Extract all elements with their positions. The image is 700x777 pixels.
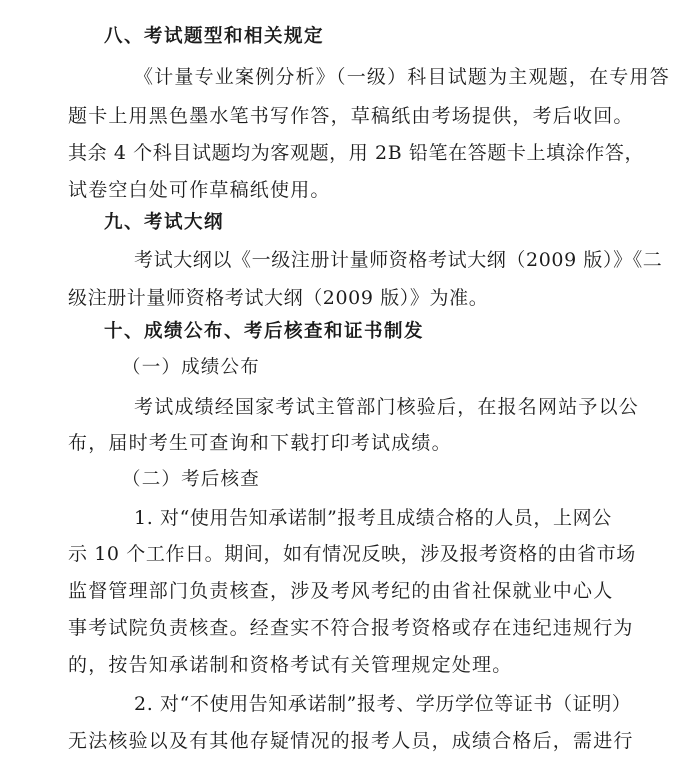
review-item-2-line: 无法核验以及有其他存疑情况的报考人员，成绩合格后，需进行 bbox=[68, 730, 634, 752]
results-paragraph-line: 考试成绩经国家考试主管部门核验后，在报名网站予以公 bbox=[134, 396, 640, 418]
section-8-paragraph-line: 试卷空白处可作草稿纸使用。 bbox=[68, 179, 331, 201]
section-9-paragraph-line: 考试大纲以《一级注册计量师资格考试大纲（2009 版）》《二 bbox=[134, 249, 663, 271]
review-item-1-line: 示 10 个工作日。期间，如有情况反映，涉及报考资格的由省市场 bbox=[68, 543, 636, 565]
review-item-1-line: 的，按告知承诺制和资格考试有关管理规定处理。 bbox=[68, 654, 513, 676]
section-10-heading: 十、成绩公布、考后核查和证书制发 bbox=[104, 321, 425, 342]
subsection-review-heading: （二）考后核查 bbox=[122, 469, 260, 490]
section-8-paragraph-line: 题卡上用黑色墨水笔书写作答，草稿纸由考场提供，考后收回。 bbox=[68, 105, 634, 127]
results-paragraph-line: 布，届时考生可查询和下载打印考试成绩。 bbox=[68, 432, 452, 454]
section-8-paragraph-line: 《计量专业案例分析》（一级）科目试题为主观题，在专用答 bbox=[134, 66, 670, 88]
review-item-1-line: 监督管理部门负责核查，涉及考风考纪的由省社保就业中心人 bbox=[68, 580, 614, 602]
section-8-heading: 八、考试题型和相关规定 bbox=[104, 26, 325, 47]
review-item-1-line: 1. 对“使用告知承诺制”报考且成绩合格的人员，上网公 bbox=[134, 507, 612, 529]
subsection-results-heading: （一）成绩公布 bbox=[122, 357, 260, 378]
section-9-paragraph-line: 级注册计量师资格考试大纲（2009 版）》为准。 bbox=[68, 287, 489, 309]
section-8-paragraph-line: 其余 4 个科目试题均为客观题，用 2B 铅笔在答题卡上填涂作答， bbox=[68, 142, 645, 164]
section-9-heading: 九、考试大纲 bbox=[104, 212, 225, 233]
review-item-2-line: 2. 对“不使用告知承诺制”报考、学历学位等证书（证明） bbox=[134, 693, 632, 715]
review-item-1-line: 事考试院负责核查。经查实不符合报考资格或存在违纪违规行为 bbox=[68, 617, 634, 639]
